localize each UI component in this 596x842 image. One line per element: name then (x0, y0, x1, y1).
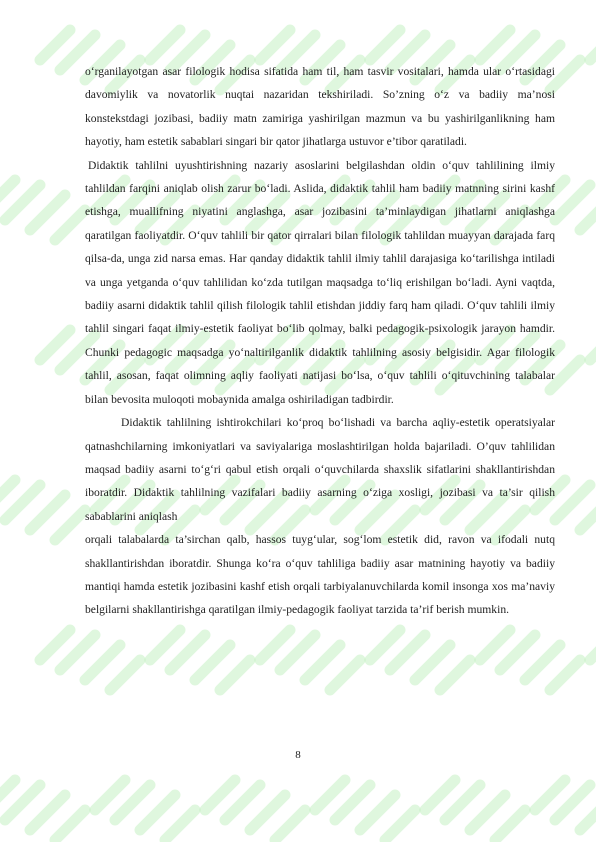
watermark-mark (205, 780, 305, 840)
watermark-mark (0, 780, 85, 840)
watermark-mark (0, 480, 85, 540)
watermark-mark (315, 780, 415, 840)
watermark-mark (480, 630, 580, 690)
paragraph-3: Didaktik tahlilning ishtirokchilari ko‘proq bo‘lishadi va barcha aqliy-estetik operatsiyalar qatnashchilarning imkoniyatlari va saviyalariga moslashtirilgan holda bajariladi. O’quv tahlilidan maqsad badiiy asarni to‘g‘ri qabul etish orqali o‘quvchilarda shaxslik sifatlarini shakllantirishdan iboratdir. Didaktik tahlilning vazifalari badiiy asarning o‘ziga xosligi, jozibasi va ta’sir qilish sabablarini aniqlash (85, 416, 555, 523)
paragraph-2: Didaktik tahlilni uyushtirishning nazariy asoslarini belgilashdan oldin o‘quv tahlilining ilmiy tahlildan farqini aniqlab olish zarur bo‘ladi. Aslida, didaktik tahlil ham badiiy matnning sirini kashf etishga, muallifning niyatini anglashga, asar jozibasini ta’minlaydigan jihatlarni aniqlashga qaratilgan faoliyatdir. O‘quv tahlili bir qator qirralari bilan filologik tahlildan muayyan darajada farq qilsa-da, unga zid narsa emas. Har qanday didaktik tahlil ilmiy tahlil darajasiga ko‘tarilishga intiladi va unga yetganda o‘quv tahlilidan ko‘zda tutilgan maqsadga to‘liq erishilgan bo‘ladi. Ayni vaqtda, badiiy asarni didaktik tahlil qilish filologik tahlil etishdan jiddiy farq ham qiladi. O‘quv tahlili ilmiy tahlil singari faqat ilmiy-estetik faoliyat bo‘lib qolmay, balki pedagogik-psixologik jarayon hamdir. Chunki pedagogic maqsadga yo‘naltirilganlik didaktik tahlilning asosiy belgisidir. Agar filologik tahlil, asosan, faqat olimning aqliy faoliyati natijasi bo‘lsa, o‘quv tahlili o‘qituvchining talabalar bilan bevosita muloqoti mobaynida amalga oshiriladigan tadbirdir. (85, 158, 555, 406)
watermark-mark (535, 780, 596, 840)
watermark-mark (260, 630, 360, 690)
paragraph-4: orqali talabalarda ta’sirchan qalb, hassos tuyg‘ular, sog‘lom estetik did, ravon va ifodali nutq shakllantirishdan iboratdir. Shunga ko‘ra o‘quv tahliliga badiiy asar matnining hayotiy va badiiy mantiqi hamda estetik jozibasini kashf etish orqali tarbiyalanuvchilarda komil insonga xos ma’naviy belgilarni shakllantirishga qaratilgan ilmiy-pedagogik faoliyat tarzida ta’rif berish mumkin. (85, 533, 555, 617)
watermark-mark (0, 180, 85, 240)
page-content (85, 60, 555, 622)
page-number: 8 (295, 749, 301, 761)
watermark-mark (425, 780, 525, 840)
watermark-mark (150, 630, 250, 690)
watermark-mark (590, 30, 596, 90)
watermark-mark (370, 630, 470, 690)
watermark-mark (95, 780, 195, 840)
watermark-mark (40, 630, 140, 690)
paragraph-1: o‘rganilayotgan asar filologik hodisa sifatida ham til, ham tasvir vositalari, hamda ular o‘rtasidagi davomiylik va novatorlik nuqtai nazaridan tekshiriladi. So’zning o‘z va badiiy ma’nosi konstekstdagi jozibasi, badiiy matn zamiriga yashirilgan mazmun va bu yashirilganlikning ham hayotiy, ham estetik sabablari singari bir qator jihatlarga ustuvor e’tibor qaratiladi. (85, 65, 555, 149)
watermark-mark (590, 630, 596, 690)
watermark-mark (590, 330, 596, 390)
